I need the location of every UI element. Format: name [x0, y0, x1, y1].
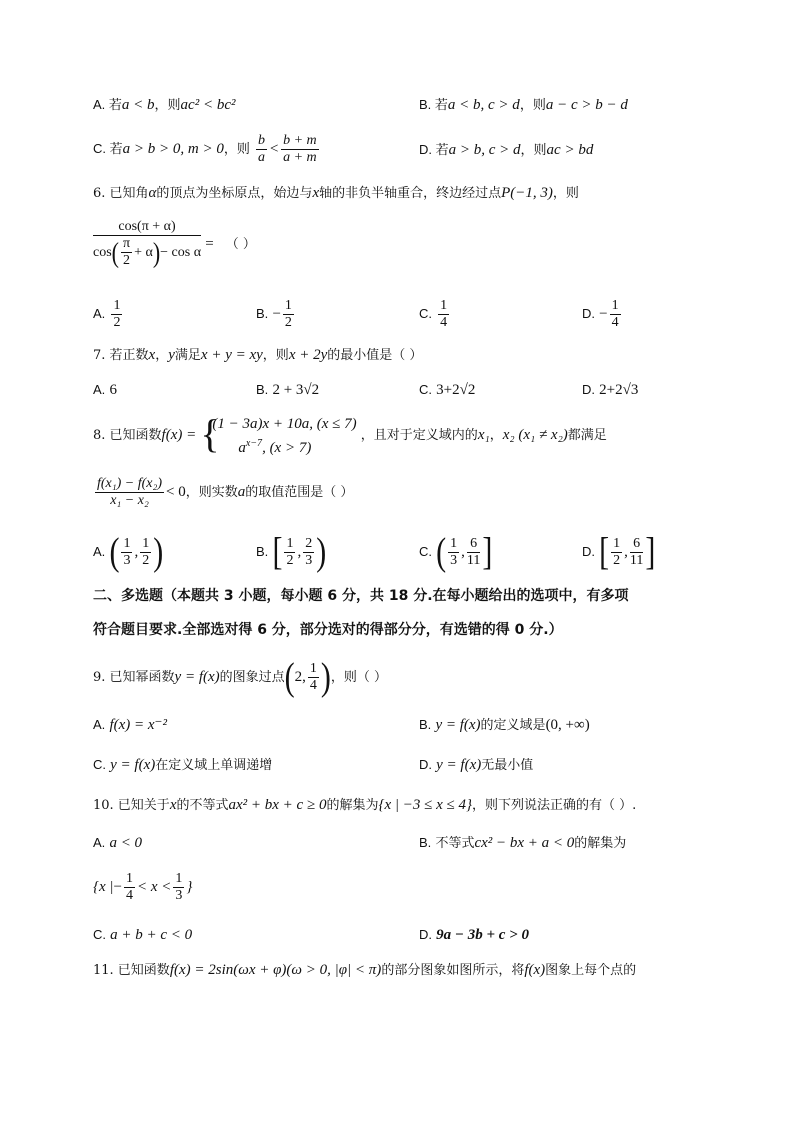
q10-option-a: A. a < 0	[93, 835, 143, 851]
fraction: $\frac{1}{4}$	[440, 298, 448, 330]
q11-stem: 11. 已知函数f(x) = 2sin(ωx + φ)(ω > 0, |φ| < π)的部分图象如图所示，将f(x)图象上每个点的	[93, 962, 637, 978]
q8-option-b: B. [ $\frac{1}{2}$ , $\frac{2}{3}$ )	[256, 530, 327, 574]
fraction: $\frac{b}{a}$	[257, 133, 265, 165]
fraction: $\frac{1}{4}$	[611, 298, 619, 330]
q6-option-a: A. $\frac{1}{2}$	[93, 298, 121, 330]
q10-option-b-set: {x |− $\frac{1}{4}$ < x < $\frac{1}{3}$ }	[93, 871, 193, 903]
q7-option-b: B. 2 + 3√2	[256, 382, 320, 398]
fraction: $\frac{1}{2}$	[284, 298, 292, 330]
q6-option-d: D. − $\frac{1}{4}$	[582, 298, 619, 330]
q7-stem: 7. 若正数x，y满足x + y = xy，则x + 2y的最小值是（ ）	[93, 347, 423, 363]
q9-option-b: B. y = f(x)的定义域是(0, +∞)	[419, 717, 590, 733]
q8-option-c: C. ( $\frac{1}{3}$ , $\frac{6}{11}$ ]	[419, 530, 493, 574]
q8-option-a: A. ( $\frac{1}{3}$ , $\frac{1}{2}$ )	[93, 530, 164, 574]
q7-option-a: A. 6	[93, 382, 117, 398]
fraction: $\frac{2}{3}$	[305, 536, 313, 568]
fraction: $\frac{\pi}{2}$	[123, 236, 131, 269]
fraction: $\frac{1}{3}$	[123, 536, 131, 568]
q10-option-d: D. 9a − 3b + c > 0	[419, 927, 529, 943]
fraction: $\frac{\text{f(x₁) − f(x₂)}}{\text{x₁ − x₂}}$	[97, 476, 163, 508]
fraction: $\frac{1}{4}$	[309, 661, 317, 693]
q8-stem: 8. 已知函数f(x) = { (1 − 3a)x + 10a, (x ≤ 7) $a^{x-7}$, (x > 7) ，且对于定义域内的x₁，x₂ (x₁ ≠ x₂)都满足	[93, 410, 607, 456]
q5-option-a: A. 若a < b，则ac² < bc²	[93, 97, 236, 113]
fraction: $\frac{1}{4}$	[126, 871, 133, 903]
q10-option-b: B. 不等式cx² − bx + a < 0的解集为	[419, 835, 627, 851]
fraction: $\frac{1}{2}$	[142, 536, 150, 568]
section-heading-line1: 二、多选题（本题共 3 小题，每小题 6 分，共 18 分.在每小题给出的选项中，有多项	[93, 588, 629, 604]
fraction: $\frac{1}{2}$	[113, 298, 121, 330]
fraction: $\frac{6}{11}$	[466, 536, 481, 568]
fraction: $\frac{6}{11}$	[629, 536, 644, 568]
q9-stem: 9. 已知幂函数y = f(x)的图象过点(2, $\frac{1}{4}$ )，则（ ）	[93, 655, 388, 699]
q7-option-d: D. 2+2√3	[582, 382, 639, 398]
q9-option-c: C. y = f(x)在定义域上单调递增	[93, 757, 273, 773]
q5-option-d: D. 若a > b, c > d，则ac > bd	[419, 142, 594, 158]
q9-option-a: A. f(x) = x⁻²	[93, 717, 167, 733]
q8-condition: $\frac{\text{f(x₁) − f(x₂)}}{\text{x₁ − x₂}}$ < 0，则实数a的取值范围是（ ）	[97, 476, 354, 508]
q9-option-d: D. y = f(x)无最小值	[419, 757, 534, 773]
q5-option-b: B. 若a < b, c > d，则a − c > b − d	[419, 97, 628, 113]
fraction: $\frac{1}{2}$	[613, 536, 621, 568]
piecewise: { (1 − 3a)x + 10a, (x ≤ 7) $a^{x-7}$, (x > 7)	[200, 410, 357, 456]
q6-stem: 6. 已知角α的顶点为坐标原点，始边与x轴的非负半轴重合，终边经过点P(−1, 3)，则	[93, 185, 579, 201]
fraction: $\frac{1}{3}$	[175, 871, 183, 903]
fraction: $\frac{1}{2}$	[286, 536, 294, 568]
fraction: cos(π + α) cos( $\frac{\pi}{2}$ + α)− cos α	[93, 218, 202, 269]
q10-option-c: C. a + b + c < 0	[93, 927, 193, 943]
section-heading-line2: 符合题目要求.全部选对得 6 分，部分选对的得部分分，有选错的得 0 分.）	[93, 622, 563, 638]
q6-option-b: B. − $\frac{1}{2}$	[256, 298, 292, 330]
q5-option-c: C. 若a > b > 0, m > 0，则 $\frac{b}{a}$ < $\frac{b + m}{a + m}$	[93, 133, 317, 165]
q6-expression: cos(π + α) cos( $\frac{\pi}{2}$ + α)− cos α = （ ）	[93, 218, 256, 269]
q6-option-c: C. $\frac{1}{4}$	[419, 298, 448, 330]
q8-option-d: D. [ $\frac{1}{2}$ , $\frac{6}{11}$ ]	[582, 530, 656, 574]
fraction: $\frac{1}{3}$	[450, 536, 458, 568]
q10-stem: 10. 已知关于x的不等式ax² + bx + c ≥ 0的解集为{x | −3 ≤ x ≤ 4}，则下列说法正确的有（ ）.	[93, 797, 637, 813]
q7-option-c: C. 3+2√2	[419, 382, 476, 398]
fraction: $\frac{b + m}{a + m}$	[283, 133, 317, 165]
